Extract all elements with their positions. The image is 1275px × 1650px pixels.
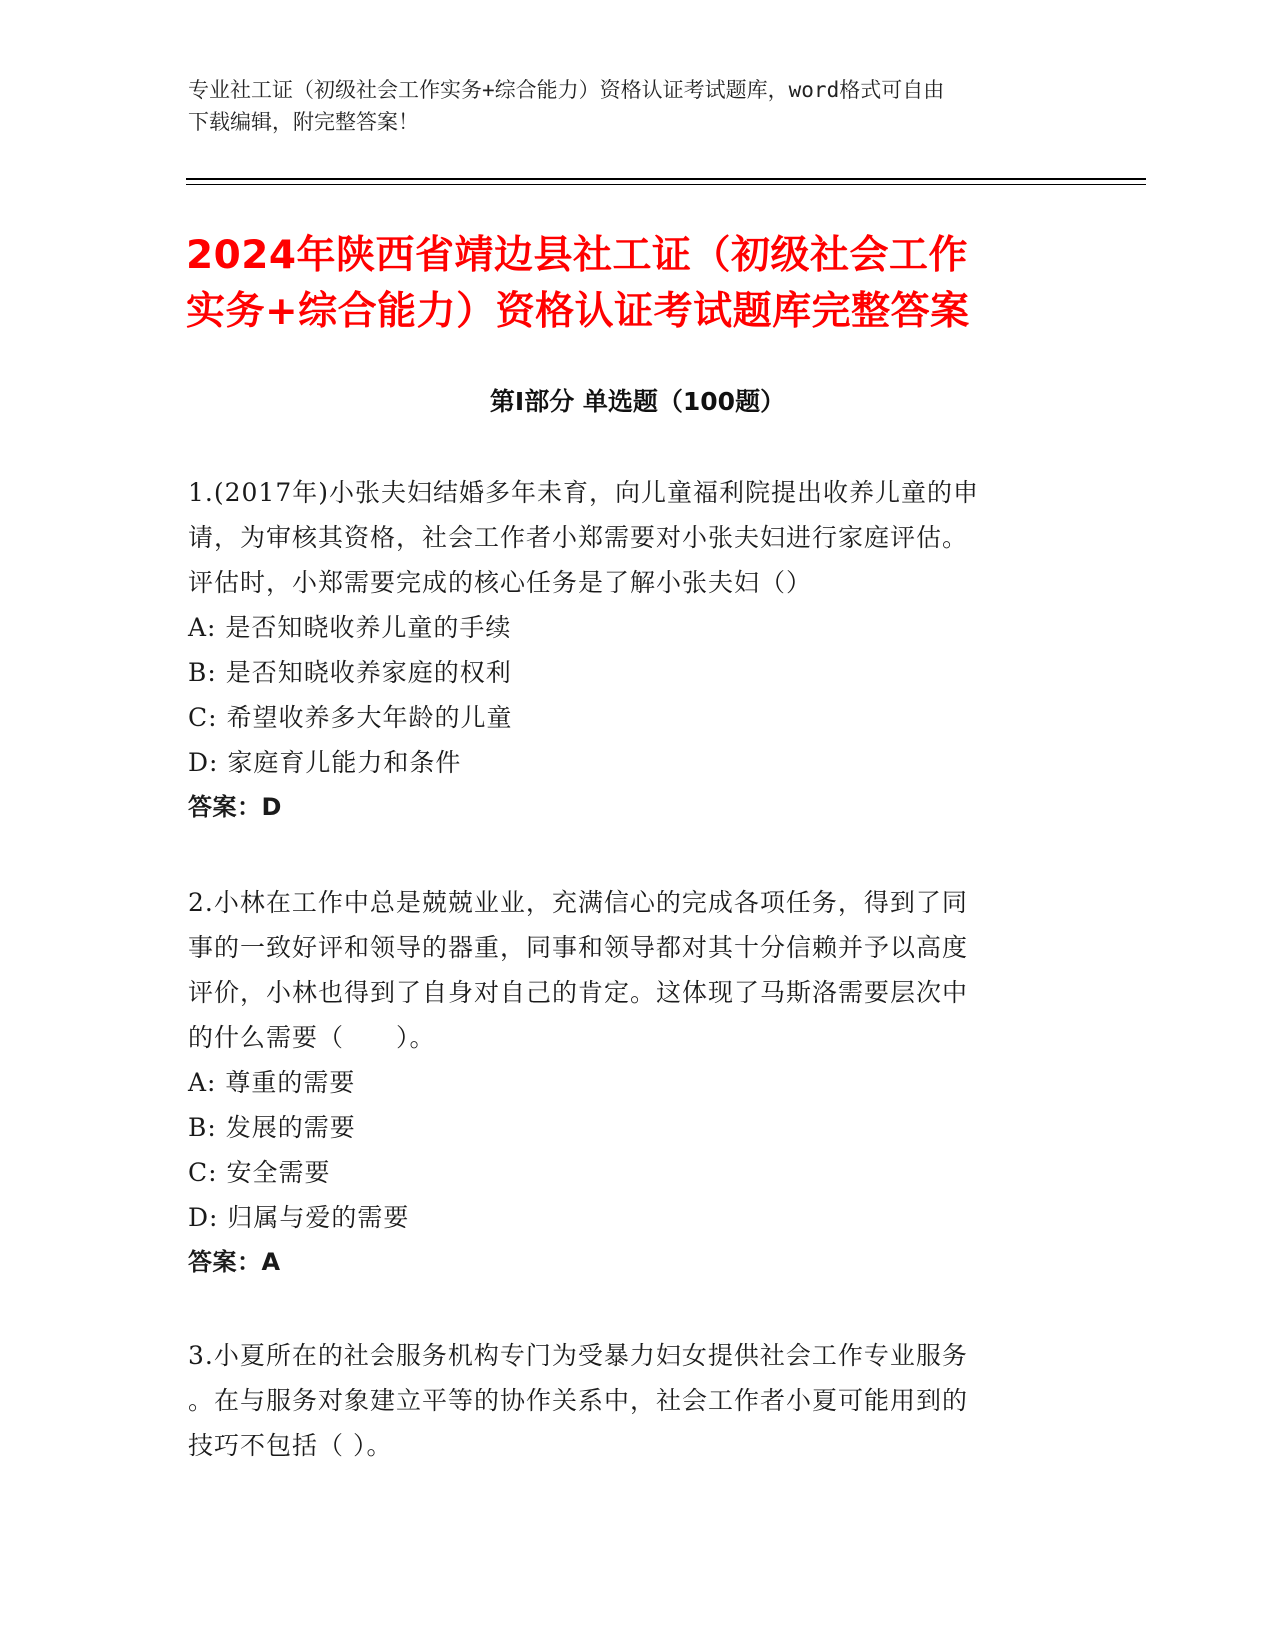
question-stem-line: 2.小林在工作中总是兢兢业业，充满信心的完成各项任务，得到了同 [188, 888, 968, 917]
document-title [186, 228, 1086, 340]
question-stem-line: 3.小夏所在的社会服务机构专门为受暴力妇女提供社会工作专业服务 [188, 1341, 968, 1370]
option-c: C: 安全需要 [188, 1158, 331, 1187]
option-a: A: 尊重的需要 [188, 1068, 356, 1097]
header-note-line: 下载编辑，附完整答案！ [188, 110, 419, 134]
question-stem-line: 评价，小林也得到了自身对自己的肯定。这体现了马斯洛需要层次中 [188, 978, 969, 1007]
header-note-line: 专业社工证（初级社会工作实务+综合能力）资格认证考试题库，word格式可自由 [188, 78, 945, 102]
question-3 [188, 1333, 1068, 1468]
answer: 答案：D [188, 793, 282, 821]
option-b: B: 是否知晓收养家庭的权利 [188, 658, 512, 687]
question-stem-line: 请，为审核其资格，社会工作者小郑需要对小张夫妇进行家庭评估。 [188, 523, 969, 552]
option-d: D: 归属与爱的需要 [188, 1203, 410, 1232]
title-line: 2024年陕西省靖边县社工证（初级社会工作 [186, 233, 969, 278]
answer: 答案：A [188, 1248, 281, 1276]
question-stem-line: 。在与服务对象建立平等的协作关系中，社会工作者小夏可能用到的 [188, 1386, 969, 1415]
question-stem-line: 技巧不包括（ ）。 [188, 1431, 393, 1460]
section-title: 第Ⅰ部分 单选题（100题） [489, 387, 786, 416]
question-stem-line: 事的一致好评和领导的器重，同事和领导都对其十分信赖并予以高度 [188, 933, 969, 962]
header-divider-thick [186, 178, 1146, 180]
question-2 [188, 880, 1068, 1285]
option-d: D: 家庭育儿能力和条件 [188, 748, 462, 777]
question-1 [188, 470, 1068, 830]
question-stem-line: 评估时，小郑需要完成的核心任务是了解小张夫妇（） [188, 568, 813, 597]
question-stem-line: 1.(2017年)小张夫妇结婚多年未育，向儿童福利院提出收养儿童的申 [188, 478, 979, 507]
option-c: C: 希望收养多大年龄的儿童 [188, 703, 513, 732]
option-b: B: 发展的需要 [188, 1113, 356, 1142]
title-line: 实务+综合能力）资格认证考试题库完整答案 [186, 289, 970, 334]
header-note [188, 74, 1088, 138]
question-stem-line: 的什么需要（ ）。 [188, 1023, 436, 1052]
option-a: A: 是否知晓收养儿童的手续 [188, 613, 512, 642]
header-divider-thin [186, 184, 1146, 185]
